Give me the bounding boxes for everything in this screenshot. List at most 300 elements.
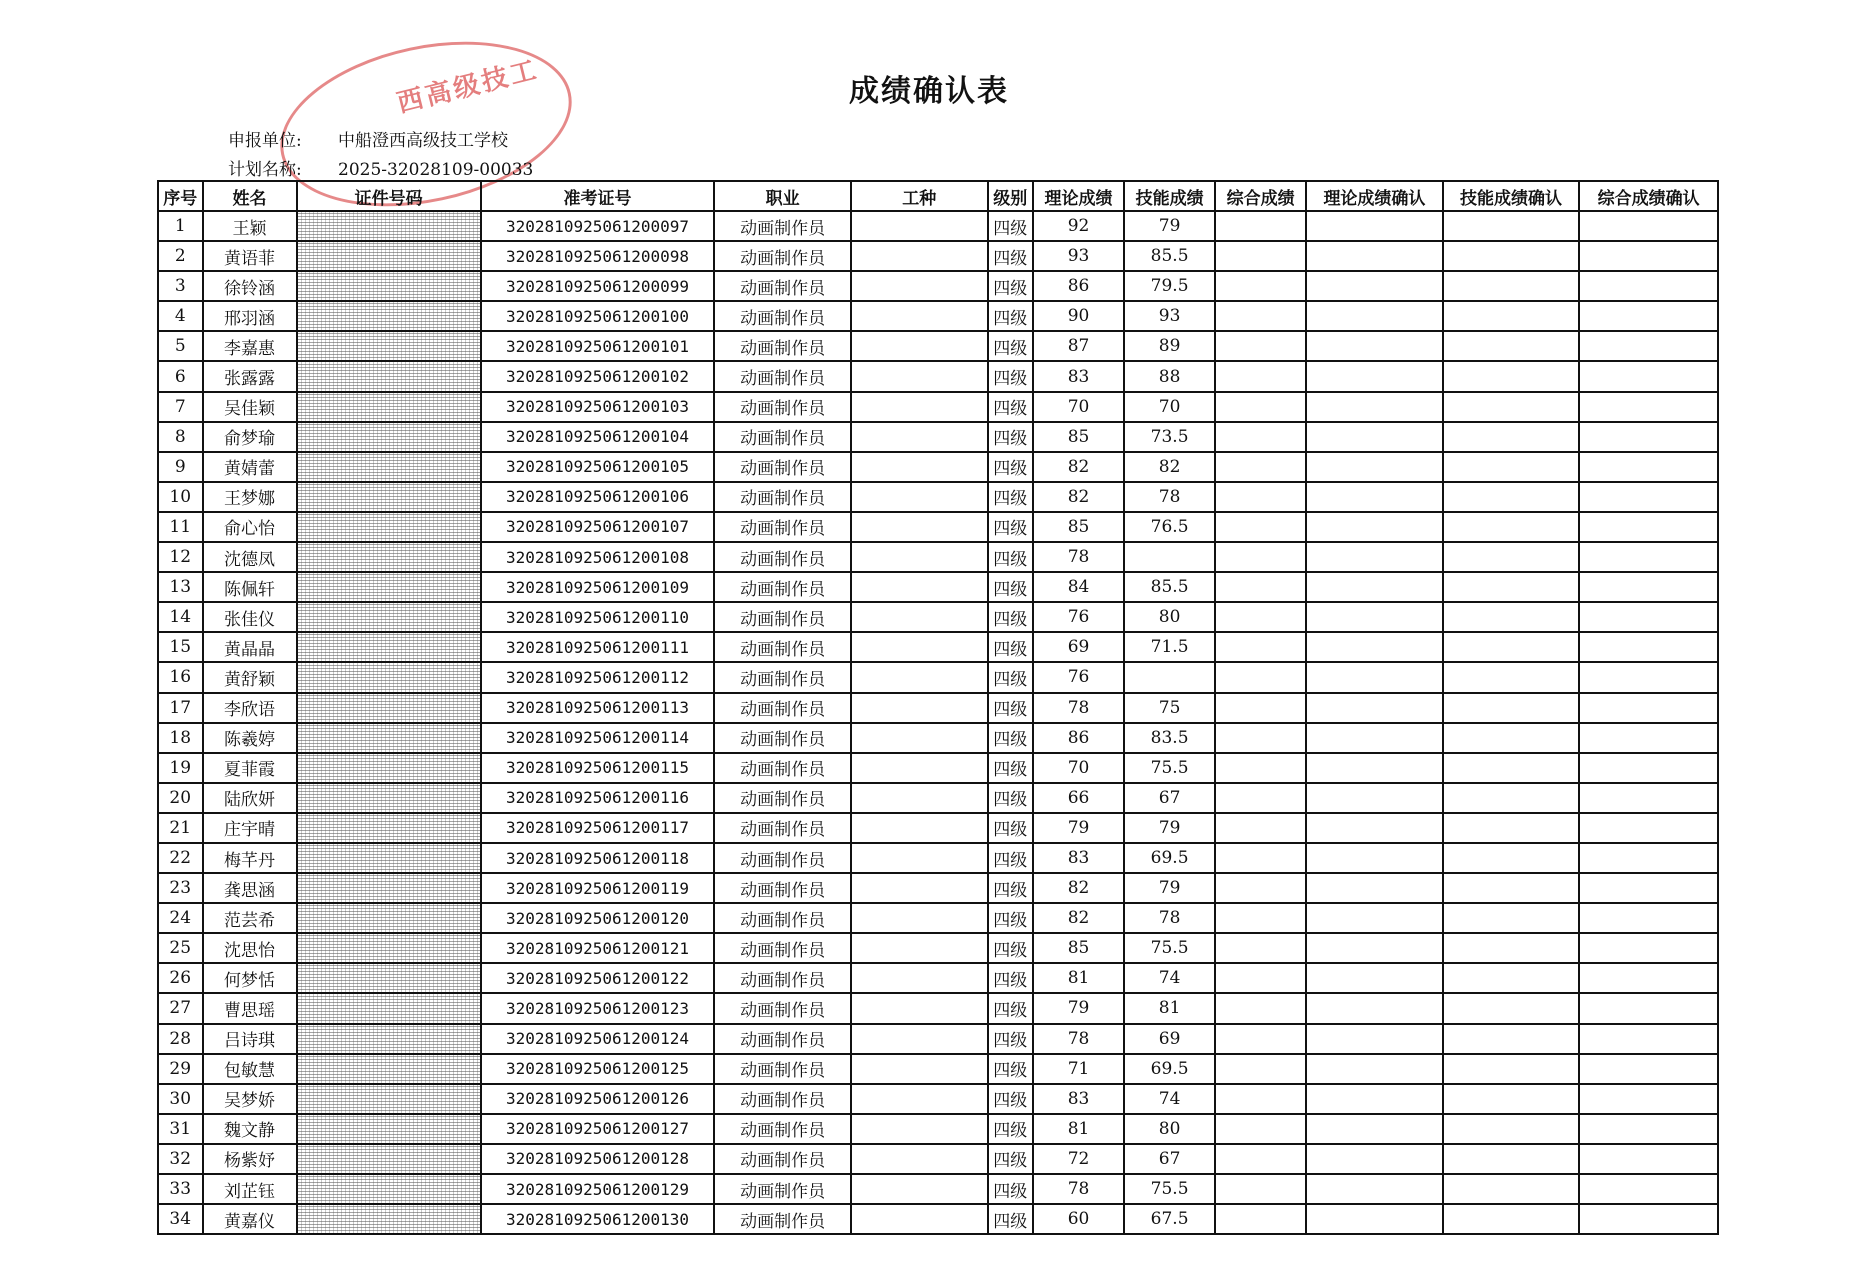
theory-score: 66: [1033, 783, 1124, 813]
table-row: [158, 632, 1718, 662]
table-row: [158, 361, 1718, 391]
exam-ticket-number: 3202810925061200105: [481, 452, 715, 482]
exam-ticket-number: 3202810925061200112: [481, 662, 715, 692]
skill-score-confirm: [1443, 301, 1580, 331]
table-row: [158, 572, 1718, 602]
student-name: 张露露: [203, 361, 297, 391]
skill-score: 73.5: [1124, 422, 1215, 452]
theory-score: 70: [1033, 392, 1124, 422]
skill-score-confirm: [1443, 843, 1580, 873]
row-number: 6: [158, 361, 203, 391]
theory-score: 85: [1033, 512, 1124, 542]
theory-score: 92: [1033, 211, 1124, 241]
student-name: 陈羲婷: [203, 723, 297, 753]
skill-score: 75: [1124, 693, 1215, 723]
total-score-confirm: [1579, 813, 1718, 843]
total-score-confirm: [1579, 361, 1718, 391]
theory-score-confirm: [1306, 331, 1443, 361]
occupation: 动画制作员: [714, 693, 851, 723]
row-number: 18: [158, 723, 203, 753]
student-name: 杨紫妤: [203, 1144, 297, 1174]
column-header: 准考证号: [481, 181, 715, 211]
total-score: [1215, 753, 1306, 783]
theory-score: 86: [1033, 271, 1124, 301]
unit-value: 中船澄西高级技工学校: [338, 131, 508, 151]
level: 四级: [988, 1114, 1034, 1144]
student-name: 吴佳颖: [203, 392, 297, 422]
job-type: [851, 301, 988, 331]
id-card-number: [297, 753, 481, 783]
skill-score-confirm: [1443, 1024, 1580, 1054]
theory-score: 87: [1033, 331, 1124, 361]
skill-score: 71.5: [1124, 632, 1215, 662]
student-name: 何梦恬: [203, 963, 297, 993]
column-header: 级别: [988, 181, 1034, 211]
theory-score: 82: [1033, 452, 1124, 482]
id-card-number: [297, 963, 481, 993]
skill-score-confirm: [1443, 482, 1580, 512]
job-type: [851, 813, 988, 843]
total-score: [1215, 1024, 1306, 1054]
skill-score: 93: [1124, 301, 1215, 331]
occupation: 动画制作员: [714, 1204, 851, 1234]
skill-score-confirm: [1443, 993, 1580, 1023]
level: 四级: [988, 693, 1034, 723]
id-card-number: [297, 271, 481, 301]
theory-score-confirm: [1306, 602, 1443, 632]
theory-score-confirm: [1306, 783, 1443, 813]
skill-score-confirm: [1443, 331, 1580, 361]
skill-score-confirm: [1443, 452, 1580, 482]
id-card-number: [297, 602, 481, 632]
student-name: 吴梦娇: [203, 1084, 297, 1114]
level: 四级: [988, 482, 1034, 512]
level: 四级: [988, 271, 1034, 301]
exam-ticket-number: 3202810925061200125: [481, 1054, 715, 1084]
row-number: 33: [158, 1174, 203, 1204]
total-score-confirm: [1579, 843, 1718, 873]
table-row: [158, 1114, 1718, 1144]
id-card-number: [297, 662, 481, 692]
exam-ticket-number: 3202810925061200101: [481, 331, 715, 361]
theory-score-confirm: [1306, 1204, 1443, 1234]
job-type: [851, 873, 988, 903]
job-type: [851, 933, 988, 963]
skill-score-confirm: [1443, 632, 1580, 662]
total-score: [1215, 482, 1306, 512]
theory-score: 85: [1033, 933, 1124, 963]
id-card-number: [297, 482, 481, 512]
id-card-number: [297, 452, 481, 482]
row-number: 27: [158, 993, 203, 1023]
occupation: 动画制作员: [714, 392, 851, 422]
skill-score-confirm: [1443, 211, 1580, 241]
id-card-number: [297, 331, 481, 361]
student-name: 徐铃涵: [203, 271, 297, 301]
theory-score-confirm: [1306, 903, 1443, 933]
theory-score-confirm: [1306, 933, 1443, 963]
table-row: [158, 482, 1718, 512]
occupation: 动画制作员: [714, 602, 851, 632]
job-type: [851, 843, 988, 873]
exam-ticket-number: 3202810925061200116: [481, 783, 715, 813]
theory-score-confirm: [1306, 993, 1443, 1023]
table-row: [158, 993, 1718, 1023]
skill-score: 75.5: [1124, 933, 1215, 963]
exam-ticket-number: 3202810925061200130: [481, 1204, 715, 1234]
theory-score: 78: [1033, 693, 1124, 723]
table-row: [158, 1024, 1718, 1054]
skill-score: 67.5: [1124, 1204, 1215, 1234]
row-number: 29: [158, 1054, 203, 1084]
total-score: [1215, 542, 1306, 572]
theory-score-confirm: [1306, 482, 1443, 512]
column-header: 理论成绩: [1033, 181, 1124, 211]
skill-score: 67: [1124, 1144, 1215, 1174]
exam-ticket-number: 3202810925061200102: [481, 361, 715, 391]
theory-score: 81: [1033, 1114, 1124, 1144]
level: 四级: [988, 843, 1034, 873]
score-table: [157, 180, 1719, 1235]
id-card-number: [297, 422, 481, 452]
theory-score-confirm: [1306, 1144, 1443, 1174]
column-header: 姓名: [203, 181, 297, 211]
skill-score-confirm: [1443, 933, 1580, 963]
total-score-confirm: [1579, 933, 1718, 963]
level: 四级: [988, 301, 1034, 331]
skill-score-confirm: [1443, 1084, 1580, 1114]
level: 四级: [988, 361, 1034, 391]
theory-score: 76: [1033, 602, 1124, 632]
student-name: 邢羽涵: [203, 301, 297, 331]
level: 四级: [988, 422, 1034, 452]
skill-score-confirm: [1443, 753, 1580, 783]
job-type: [851, 693, 988, 723]
column-header: 职业: [714, 181, 851, 211]
total-score: [1215, 662, 1306, 692]
occupation: 动画制作员: [714, 933, 851, 963]
skill-score-confirm: [1443, 723, 1580, 753]
theory-score-confirm: [1306, 813, 1443, 843]
student-name: 王颖: [203, 211, 297, 241]
student-name: 刘芷钰: [203, 1174, 297, 1204]
row-number: 14: [158, 602, 203, 632]
theory-score-confirm: [1306, 1054, 1443, 1084]
level: 四级: [988, 873, 1034, 903]
table-row: [158, 211, 1718, 241]
skill-score: 79: [1124, 873, 1215, 903]
unit-line: [228, 126, 508, 151]
total-score-confirm: [1579, 632, 1718, 662]
theory-score-confirm: [1306, 392, 1443, 422]
row-number: 8: [158, 422, 203, 452]
skill-score-confirm: [1443, 873, 1580, 903]
total-score: [1215, 361, 1306, 391]
level: 四级: [988, 903, 1034, 933]
theory-score-confirm: [1306, 843, 1443, 873]
table-row: [158, 693, 1718, 723]
row-number: 28: [158, 1024, 203, 1054]
occupation: 动画制作员: [714, 632, 851, 662]
skill-score-confirm: [1443, 1204, 1580, 1234]
occupation: 动画制作员: [714, 331, 851, 361]
job-type: [851, 662, 988, 692]
column-header: 工种: [851, 181, 988, 211]
id-card-number: [297, 632, 481, 662]
skill-score: 70: [1124, 392, 1215, 422]
skill-score: 78: [1124, 903, 1215, 933]
exam-ticket-number: 3202810925061200099: [481, 271, 715, 301]
total-score-confirm: [1579, 271, 1718, 301]
level: 四级: [988, 933, 1034, 963]
occupation: 动画制作员: [714, 813, 851, 843]
total-score: [1215, 963, 1306, 993]
exam-ticket-number: 3202810925061200121: [481, 933, 715, 963]
level: 四级: [988, 963, 1034, 993]
student-name: 俞心怡: [203, 512, 297, 542]
skill-score-confirm: [1443, 693, 1580, 723]
id-card-number: [297, 1144, 481, 1174]
skill-score-confirm: [1443, 1054, 1580, 1084]
level: 四级: [988, 1054, 1034, 1084]
level: 四级: [988, 1024, 1034, 1054]
job-type: [851, 331, 988, 361]
row-number: 17: [158, 693, 203, 723]
job-type: [851, 211, 988, 241]
theory-score: 85: [1033, 422, 1124, 452]
exam-ticket-number: 3202810925061200108: [481, 542, 715, 572]
theory-score-confirm: [1306, 1174, 1443, 1204]
exam-ticket-number: 3202810925061200128: [481, 1144, 715, 1174]
exam-ticket-number: 3202810925061200104: [481, 422, 715, 452]
level: 四级: [988, 723, 1034, 753]
skill-score-confirm: [1443, 1174, 1580, 1204]
table-row: [158, 723, 1718, 753]
table-header: [158, 181, 1718, 211]
row-number: 1: [158, 211, 203, 241]
level: 四级: [988, 211, 1034, 241]
total-score: [1215, 422, 1306, 452]
skill-score-confirm: [1443, 783, 1580, 813]
id-card-number: [297, 361, 481, 391]
theory-score-confirm: [1306, 542, 1443, 572]
table-row: [158, 602, 1718, 632]
occupation: 动画制作员: [714, 1084, 851, 1114]
job-type: [851, 1204, 988, 1234]
total-score: [1215, 993, 1306, 1023]
id-card-number: [297, 903, 481, 933]
skill-score: 85.5: [1124, 572, 1215, 602]
total-score-confirm: [1579, 211, 1718, 241]
exam-ticket-number: 3202810925061200123: [481, 993, 715, 1023]
level: 四级: [988, 512, 1034, 542]
skill-score-confirm: [1443, 392, 1580, 422]
exam-ticket-number: 3202810925061200097: [481, 211, 715, 241]
total-score: [1215, 1084, 1306, 1114]
total-score-confirm: [1579, 482, 1718, 512]
occupation: 动画制作员: [714, 482, 851, 512]
occupation: 动画制作员: [714, 271, 851, 301]
row-number: 5: [158, 331, 203, 361]
theory-score-confirm: [1306, 1024, 1443, 1054]
row-number: 20: [158, 783, 203, 813]
skill-score-confirm: [1443, 542, 1580, 572]
total-score: [1215, 241, 1306, 271]
job-type: [851, 1054, 988, 1084]
id-card-number: [297, 512, 481, 542]
table-body: [158, 211, 1718, 1234]
level: 四级: [988, 241, 1034, 271]
row-number: 24: [158, 903, 203, 933]
total-score-confirm: [1579, 301, 1718, 331]
total-score-confirm: [1579, 392, 1718, 422]
id-card-number: [297, 301, 481, 331]
occupation: 动画制作员: [714, 993, 851, 1023]
table-row: [158, 301, 1718, 331]
student-name: 黄晶晶: [203, 632, 297, 662]
exam-ticket-number: 3202810925061200106: [481, 482, 715, 512]
row-number: 30: [158, 1084, 203, 1114]
table-row: [158, 542, 1718, 572]
id-card-number: [297, 1204, 481, 1234]
total-score: [1215, 1174, 1306, 1204]
occupation: 动画制作员: [714, 662, 851, 692]
student-name: 王梦娜: [203, 482, 297, 512]
exam-ticket-number: 3202810925061200122: [481, 963, 715, 993]
occupation: 动画制作员: [714, 572, 851, 602]
table-row: [158, 1054, 1718, 1084]
theory-score-confirm: [1306, 241, 1443, 271]
skill-score-confirm: [1443, 422, 1580, 452]
level: 四级: [988, 1084, 1034, 1114]
exam-ticket-number: 3202810925061200115: [481, 753, 715, 783]
id-card-number: [297, 783, 481, 813]
total-score: [1215, 1054, 1306, 1084]
student-name: 包敏慧: [203, 1054, 297, 1084]
total-score-confirm: [1579, 1174, 1718, 1204]
exam-ticket-number: 3202810925061200117: [481, 813, 715, 843]
column-header: 综合成绩: [1215, 181, 1306, 211]
skill-score-confirm: [1443, 1114, 1580, 1144]
level: 四级: [988, 452, 1034, 482]
student-name: 陈佩轩: [203, 572, 297, 602]
job-type: [851, 482, 988, 512]
skill-score: 74: [1124, 963, 1215, 993]
exam-ticket-number: 3202810925061200124: [481, 1024, 715, 1054]
row-number: 9: [158, 452, 203, 482]
skill-score: 78: [1124, 482, 1215, 512]
total-score-confirm: [1579, 1084, 1718, 1114]
theory-score: 81: [1033, 963, 1124, 993]
theory-score-confirm: [1306, 452, 1443, 482]
table-row: [158, 1084, 1718, 1114]
exam-ticket-number: 3202810925061200110: [481, 602, 715, 632]
job-type: [851, 422, 988, 452]
total-score-confirm: [1579, 873, 1718, 903]
seal-text: 西高级技工: [394, 54, 543, 120]
row-number: 2: [158, 241, 203, 271]
occupation: 动画制作员: [714, 903, 851, 933]
total-score: [1215, 271, 1306, 301]
total-score: [1215, 1114, 1306, 1144]
theory-score: 82: [1033, 873, 1124, 903]
total-score: [1215, 813, 1306, 843]
student-name: 庄宇晴: [203, 813, 297, 843]
exam-ticket-number: 3202810925061200100: [481, 301, 715, 331]
id-card-number: [297, 211, 481, 241]
student-name: 黄语菲: [203, 241, 297, 271]
theory-score-confirm: [1306, 1114, 1443, 1144]
column-header: 证件号码: [297, 181, 481, 211]
job-type: [851, 993, 988, 1023]
skill-score: 83.5: [1124, 723, 1215, 753]
skill-score: 75.5: [1124, 753, 1215, 783]
total-score: [1215, 693, 1306, 723]
total-score: [1215, 392, 1306, 422]
level: 四级: [988, 783, 1034, 813]
occupation: 动画制作员: [714, 783, 851, 813]
exam-ticket-number: 3202810925061200113: [481, 693, 715, 723]
table-row: [158, 753, 1718, 783]
job-type: [851, 723, 988, 753]
row-number: 13: [158, 572, 203, 602]
theory-score-confirm: [1306, 271, 1443, 301]
skill-score: 75.5: [1124, 1174, 1215, 1204]
table-row: [158, 331, 1718, 361]
exam-ticket-number: 3202810925061200111: [481, 632, 715, 662]
theory-score: 79: [1033, 993, 1124, 1023]
total-score-confirm: [1579, 512, 1718, 542]
level: 四级: [988, 662, 1034, 692]
level: 四级: [988, 1204, 1034, 1234]
skill-score: 82: [1124, 452, 1215, 482]
id-card-number: [297, 843, 481, 873]
skill-score: 81: [1124, 993, 1215, 1023]
id-card-number: [297, 241, 481, 271]
row-number: 10: [158, 482, 203, 512]
unit-label: 申报单位:: [228, 131, 302, 151]
level: 四级: [988, 602, 1034, 632]
level: 四级: [988, 572, 1034, 602]
job-type: [851, 1144, 988, 1174]
student-name: 夏菲霞: [203, 753, 297, 783]
theory-score-confirm: [1306, 572, 1443, 602]
table-row: [158, 512, 1718, 542]
total-score: [1215, 873, 1306, 903]
total-score-confirm: [1579, 693, 1718, 723]
table-row: [158, 241, 1718, 271]
skill-score: 88: [1124, 361, 1215, 391]
exam-ticket-number: 3202810925061200103: [481, 392, 715, 422]
id-card-number: [297, 1054, 481, 1084]
total-score-confirm: [1579, 1024, 1718, 1054]
student-name: 曹思瑶: [203, 993, 297, 1023]
table-row: [158, 873, 1718, 903]
occupation: 动画制作员: [714, 723, 851, 753]
theory-score: 93: [1033, 241, 1124, 271]
total-score: [1215, 1204, 1306, 1234]
skill-score-confirm: [1443, 1144, 1580, 1174]
table-row: [158, 783, 1718, 813]
total-score: [1215, 602, 1306, 632]
id-card-number: [297, 392, 481, 422]
exam-ticket-number: 3202810925061200120: [481, 903, 715, 933]
exam-ticket-number: 3202810925061200127: [481, 1114, 715, 1144]
total-score: [1215, 723, 1306, 753]
job-type: [851, 753, 988, 783]
total-score: [1215, 572, 1306, 602]
theory-score-confirm: [1306, 963, 1443, 993]
